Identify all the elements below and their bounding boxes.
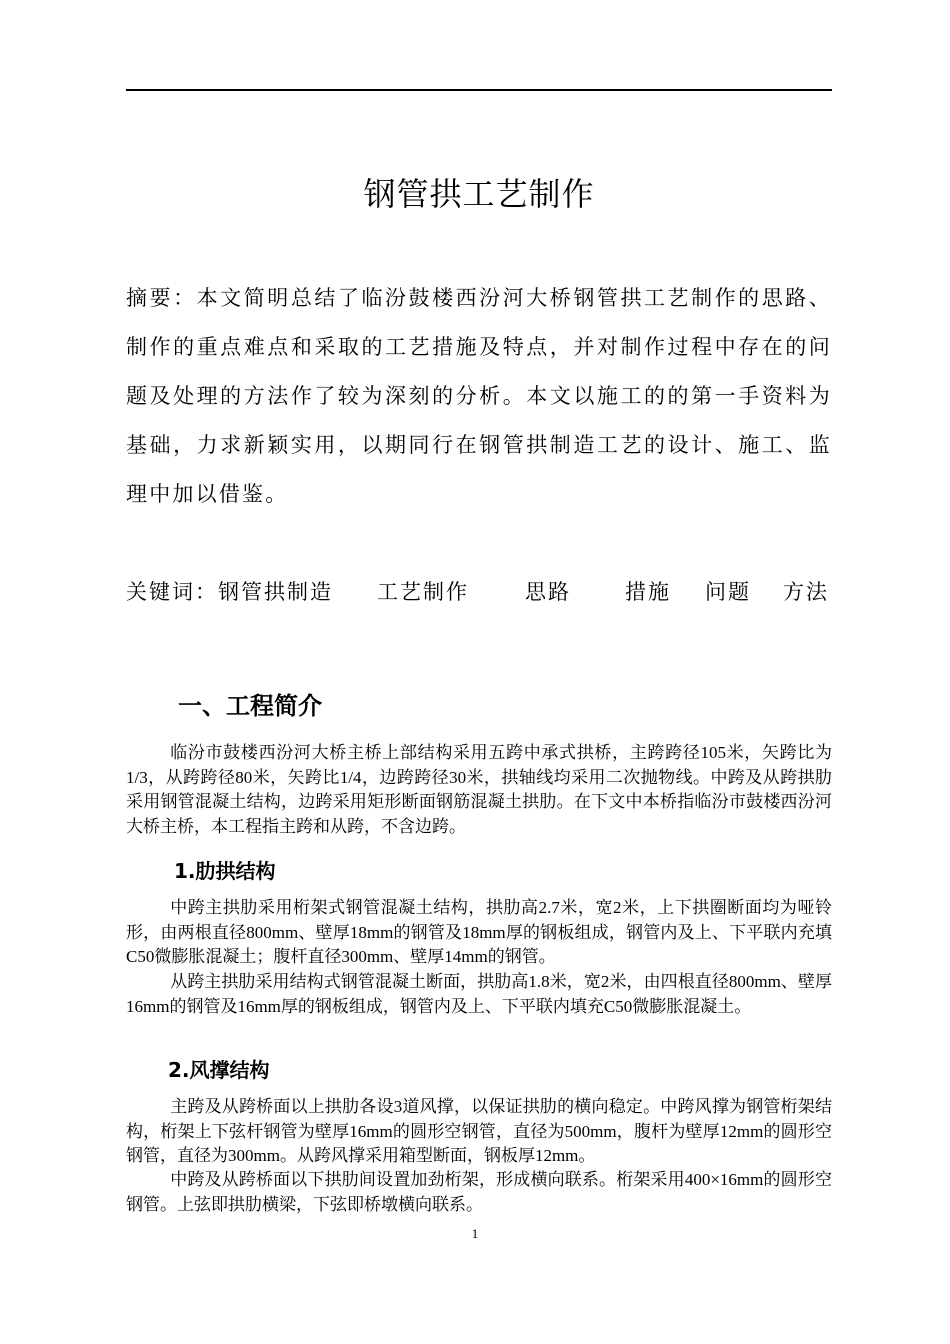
- keyword-item: 思路: [525, 580, 571, 604]
- keyword-item: 措施: [625, 580, 671, 604]
- keyword-item: 工艺制作: [377, 580, 469, 604]
- body-paragraph: 中跨及从跨桥面以下拱肋间设置加劲桁架，形成横向联系。桁架采用400×16mm的圆形空钢管。上弦即拱肋横梁，下弦即桥墩横向联系。: [126, 1170, 832, 1214]
- keywords-line: [126, 572, 832, 612]
- header-rule: [126, 89, 832, 91]
- body-paragraph: 从跨主拱肋采用结构式钢管混凝土断面，拱肋高1.8米，宽2米，由四根直径800mm、壁厚16mm的钢管及16mm厚的钢板组成，钢管内及上、下平联内填充C50微膨胀混凝土。: [126, 972, 832, 1016]
- keyword-item: 方法: [783, 580, 829, 604]
- keyword-item: 钢管拱制造: [218, 580, 333, 604]
- section-intro-paragraph: 临汾市鼓楼西汾河大桥主桥上部结构采用五跨中承式拱桥，主跨跨径105米，矢跨比为1/3，从跨跨径80米，矢跨比1/4，边跨跨径30米，拱轴线均采用二次抛物线。中跨及从跨拱肋采用钢管混凝土结构，边跨采用矩形断面钢筋混凝土拱肋。在下文中本桥指临汾市鼓楼西汾河大桥主桥，本工程指主跨和从跨，不含边跨。: [126, 743, 832, 836]
- body-paragraph: 主跨及从跨桥面以上拱肋各设3道风撑，以保证拱肋的横向稳定。中跨风撑为钢管桁架结构，桁架上下弦杆钢管为壁厚16mm的圆形空钢管，直径为500mm，腹杆为壁厚12mm的圆形空钢管，直径为300mm。从跨风撑采用箱型断面，钢板厚12mm。: [126, 1097, 832, 1165]
- document-title: 钢管拱工艺制作: [363, 175, 595, 213]
- subsection-heading: 2.风撑结构: [168, 1058, 270, 1082]
- section-heading: 一、工程简介: [178, 692, 322, 720]
- keywords-label: 关键词：: [126, 580, 218, 604]
- keyword-item: 问题: [705, 580, 751, 604]
- body-paragraph: 中跨主拱肋采用桁架式钢管混凝土结构，拱肋高2.7米，宽2米，上下拱圈断面均为哑铃形，由两根直径800mm、壁厚18mm的钢管及18mm厚的钢板组成，钢管内及上、下平联内充填C50微膨胀混凝土；腹杆直径300mm、壁厚14mm的钢管。: [126, 898, 832, 966]
- page-number: 1: [471, 1226, 479, 1241]
- subsection-heading: 1.肋拱结构: [174, 859, 276, 883]
- abstract-paragraph: 摘要：本文简明总结了临汾鼓楼西汾河大桥钢管拱工艺制作的思路、制作的重点难点和采取的工艺措施及特点，并对制作过程中存在的问题及处理的方法作了较为深刻的分析。本文以施工的的第一手资料为基础，力求新颖实用，以期同行在钢管拱制造工艺的设计、施工、监理中加以借鉴。: [126, 286, 832, 506]
